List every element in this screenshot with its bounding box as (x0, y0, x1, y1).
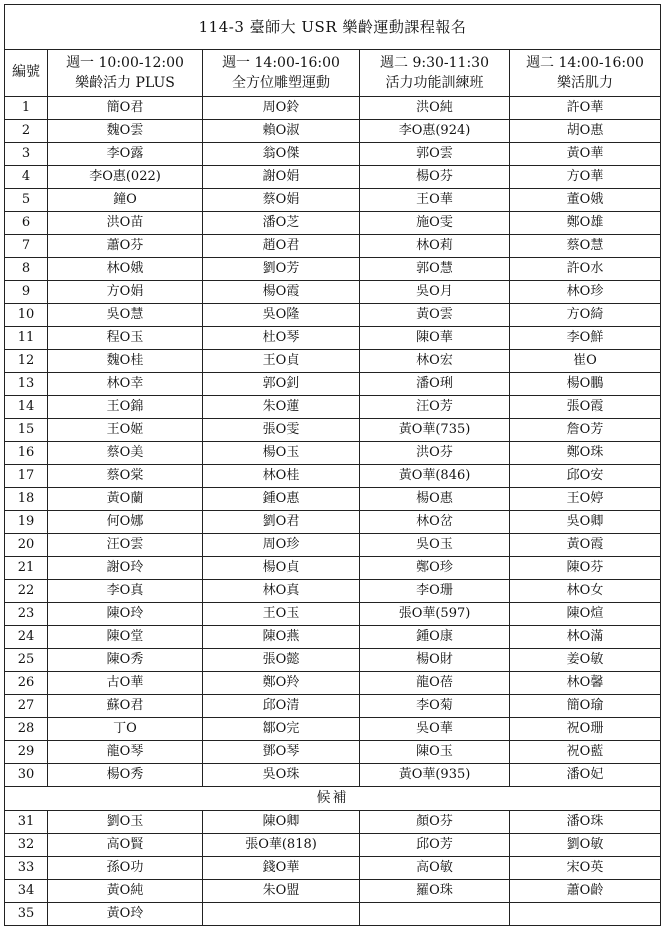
cell-tue-pm: 林O馨 (510, 672, 661, 695)
table-row (5, 97, 661, 120)
cell-tue-am: 陳O華 (360, 327, 510, 350)
table-row (5, 350, 661, 373)
row-number: 34 (5, 880, 48, 903)
cell-mon-am: 古O華 (48, 672, 203, 695)
cell-tue-pm: 陳O煊 (510, 603, 661, 626)
cell-mon-am: 林O幸 (48, 373, 203, 396)
table-row (5, 764, 661, 787)
row-number: 31 (5, 811, 48, 834)
cell-mon-am: 何O娜 (48, 511, 203, 534)
table-row (5, 557, 661, 580)
course-name: 樂齡活力 PLUS (75, 75, 175, 91)
cell-mon-am: 黃O純 (48, 880, 203, 903)
course-header-mon-am (48, 50, 203, 97)
table-row (5, 741, 661, 764)
cell-tue-am: 洪O純 (360, 97, 510, 120)
cell-mon-pm: 吳O珠 (203, 764, 360, 787)
row-number: 25 (5, 649, 48, 672)
cell-tue-pm: 陳O芬 (510, 557, 661, 580)
row-number: 22 (5, 580, 48, 603)
cell-tue-pm: 鄭O珠 (510, 442, 661, 465)
cell-mon-pm: 楊O貞 (203, 557, 360, 580)
cell-tue-am: 林O莉 (360, 235, 510, 258)
course-header-tue-pm (510, 50, 661, 97)
row-number: 12 (5, 350, 48, 373)
cell-tue-am: 羅O珠 (360, 880, 510, 903)
cell-tue-am: 黃O華(935) (360, 764, 510, 787)
cell-mon-pm: 林O真 (203, 580, 360, 603)
cell-mon-pm: 錢O華 (203, 857, 360, 880)
course-header-mon-pm (203, 50, 360, 97)
row-number: 16 (5, 442, 48, 465)
cell-mon-pm: 杜O琴 (203, 327, 360, 350)
cell-tue-am: 黃O雲 (360, 304, 510, 327)
cell-tue-am: 黃O華(846) (360, 465, 510, 488)
cell-tue-pm: 鄭O雄 (510, 212, 661, 235)
cell-tue-am: 李O珊 (360, 580, 510, 603)
cell-tue-am: 吳O月 (360, 281, 510, 304)
table-row (5, 258, 661, 281)
cell-tue-pm: 祝O珊 (510, 718, 661, 741)
row-number: 13 (5, 373, 48, 396)
cell-tue-pm (510, 903, 661, 926)
enrolled-rows (5, 97, 661, 787)
cell-mon-pm: 張O懿 (203, 649, 360, 672)
header-row (5, 50, 661, 97)
cell-mon-am: 汪O雲 (48, 534, 203, 557)
cell-mon-am: 龍O琴 (48, 741, 203, 764)
cell-mon-am: 劉O玉 (48, 811, 203, 834)
cell-mon-pm: 朱O蓮 (203, 396, 360, 419)
row-number: 6 (5, 212, 48, 235)
cell-tue-pm: 蕭O齡 (510, 880, 661, 903)
cell-tue-pm: 黃O霞 (510, 534, 661, 557)
course-time: 週二 14:00-16:00 (526, 55, 644, 71)
row-number: 33 (5, 857, 48, 880)
cell-tue-am: 吳O玉 (360, 534, 510, 557)
cell-tue-am: 李O菊 (360, 695, 510, 718)
cell-mon-am: 陳O玲 (48, 603, 203, 626)
cell-tue-am: 楊O芬 (360, 166, 510, 189)
cell-mon-pm: 鄭O羚 (203, 672, 360, 695)
cell-mon-pm: 張O雯 (203, 419, 360, 442)
row-number: 32 (5, 834, 48, 857)
cell-tue-pm: 許O華 (510, 97, 661, 120)
cell-tue-pm: 林O滿 (510, 626, 661, 649)
row-number: 11 (5, 327, 48, 350)
table-row (5, 580, 661, 603)
row-number: 3 (5, 143, 48, 166)
cell-mon-am: 陳O堂 (48, 626, 203, 649)
cell-tue-am (360, 903, 510, 926)
table-row (5, 373, 661, 396)
cell-mon-am: 魏O桂 (48, 350, 203, 373)
row-number: 2 (5, 120, 48, 143)
cell-mon-am: 簡O君 (48, 97, 203, 120)
cell-tue-pm: 吳O卿 (510, 511, 661, 534)
cell-mon-pm: 郭O釗 (203, 373, 360, 396)
course-name: 樂活肌力 (557, 75, 613, 91)
cell-tue-am: 施O雯 (360, 212, 510, 235)
course-time: 週二 9:30-11:30 (380, 55, 489, 71)
cell-mon-pm (203, 903, 360, 926)
cell-tue-am: 顏O芬 (360, 811, 510, 834)
course-name: 活力功能訓練班 (385, 75, 484, 91)
table-row (5, 235, 661, 258)
table-row (5, 143, 661, 166)
cell-tue-am: 洪O芬 (360, 442, 510, 465)
cell-mon-am: 楊O秀 (48, 764, 203, 787)
table-row (5, 511, 661, 534)
row-number: 15 (5, 419, 48, 442)
cell-mon-pm: 鍾O惠 (203, 488, 360, 511)
number-column-header: 編號 (5, 50, 48, 97)
cell-mon-pm: 賴O淑 (203, 120, 360, 143)
cell-mon-pm: 張O華(818) (203, 834, 360, 857)
cell-tue-pm: 祝O藍 (510, 741, 661, 764)
cell-tue-pm: 董O娥 (510, 189, 661, 212)
table-row (5, 488, 661, 511)
row-number: 29 (5, 741, 48, 764)
cell-tue-pm: 林O女 (510, 580, 661, 603)
cell-tue-pm: 方O綺 (510, 304, 661, 327)
cell-mon-pm: 鄧O琴 (203, 741, 360, 764)
table-row (5, 465, 661, 488)
waitlist-label: 候補 (5, 787, 661, 811)
cell-tue-am: 郭O慧 (360, 258, 510, 281)
cell-tue-am: 鄭O珍 (360, 557, 510, 580)
cell-tue-am: 陳O玉 (360, 741, 510, 764)
cell-mon-pm: 周O珍 (203, 534, 360, 557)
course-header-tue-am (360, 50, 510, 97)
cell-tue-pm: 劉O敏 (510, 834, 661, 857)
row-number: 35 (5, 903, 48, 926)
table-row (5, 442, 661, 465)
cell-tue-am: 黃O華(735) (360, 419, 510, 442)
row-number: 26 (5, 672, 48, 695)
table-row (5, 834, 661, 857)
cell-tue-pm: 詹O芳 (510, 419, 661, 442)
row-number: 18 (5, 488, 48, 511)
row-number: 8 (5, 258, 48, 281)
cell-mon-am: 丁O (48, 718, 203, 741)
registration-table (4, 4, 661, 926)
cell-tue-am: 龍O蓓 (360, 672, 510, 695)
cell-mon-pm: 陳O卿 (203, 811, 360, 834)
cell-tue-pm: 李O鮮 (510, 327, 661, 350)
registration-sheet (4, 4, 660, 926)
cell-mon-pm: 蔡O娟 (203, 189, 360, 212)
cell-mon-am: 李O露 (48, 143, 203, 166)
table-row (5, 327, 661, 350)
row-number: 28 (5, 718, 48, 741)
row-number: 27 (5, 695, 48, 718)
cell-tue-am: 林O岔 (360, 511, 510, 534)
row-number: 19 (5, 511, 48, 534)
cell-tue-am: 李O惠(924) (360, 120, 510, 143)
row-number: 20 (5, 534, 48, 557)
cell-tue-pm: 崔O (510, 350, 661, 373)
cell-mon-pm: 周O鈴 (203, 97, 360, 120)
cell-tue-pm: 楊O鵬 (510, 373, 661, 396)
table-row (5, 603, 661, 626)
table-row (5, 903, 661, 926)
cell-tue-pm: 簡O瑜 (510, 695, 661, 718)
cell-mon-pm: 楊O玉 (203, 442, 360, 465)
cell-tue-pm: 張O霞 (510, 396, 661, 419)
title-row (5, 5, 661, 50)
cell-tue-am: 鍾O康 (360, 626, 510, 649)
cell-mon-pm: 翁O傑 (203, 143, 360, 166)
waitlist-section (5, 787, 661, 811)
cell-mon-am: 鐘O (48, 189, 203, 212)
cell-tue-pm: 潘O妃 (510, 764, 661, 787)
cell-mon-am: 魏O雲 (48, 120, 203, 143)
cell-mon-am: 孫O功 (48, 857, 203, 880)
cell-mon-am: 程O玉 (48, 327, 203, 350)
cell-mon-pm: 陳O燕 (203, 626, 360, 649)
cell-tue-am: 張O華(597) (360, 603, 510, 626)
row-number: 4 (5, 166, 48, 189)
cell-mon-pm: 王O玉 (203, 603, 360, 626)
cell-tue-pm: 姜O敏 (510, 649, 661, 672)
cell-mon-pm: 朱O盟 (203, 880, 360, 903)
cell-mon-am: 吳O慧 (48, 304, 203, 327)
table-row (5, 419, 661, 442)
table-row (5, 304, 661, 327)
table-title: 114-3 臺師大 USR 樂齡運動課程報名 (5, 5, 661, 50)
table-row (5, 857, 661, 880)
cell-tue-pm: 林O珍 (510, 281, 661, 304)
row-number: 23 (5, 603, 48, 626)
cell-tue-pm: 邱O安 (510, 465, 661, 488)
cell-mon-am: 洪O苗 (48, 212, 203, 235)
cell-tue-am: 王O華 (360, 189, 510, 212)
cell-mon-am: 陳O秀 (48, 649, 203, 672)
cell-mon-am: 謝O玲 (48, 557, 203, 580)
cell-tue-am: 潘O琍 (360, 373, 510, 396)
table-row (5, 212, 661, 235)
row-number: 24 (5, 626, 48, 649)
cell-mon-pm: 劉O君 (203, 511, 360, 534)
cell-mon-pm: 謝O娟 (203, 166, 360, 189)
table-row (5, 166, 661, 189)
table-row (5, 534, 661, 557)
cell-tue-pm: 蔡O慧 (510, 235, 661, 258)
row-number: 1 (5, 97, 48, 120)
cell-mon-am: 林O娥 (48, 258, 203, 281)
table-row (5, 718, 661, 741)
cell-mon-pm: 王O貞 (203, 350, 360, 373)
row-number: 10 (5, 304, 48, 327)
cell-tue-am: 吳O華 (360, 718, 510, 741)
cell-mon-am: 王O錦 (48, 396, 203, 419)
cell-tue-pm: 方O華 (510, 166, 661, 189)
cell-tue-pm: 王O婷 (510, 488, 661, 511)
cell-mon-am: 蔡O棠 (48, 465, 203, 488)
table-row (5, 880, 661, 903)
cell-mon-am: 王O姬 (48, 419, 203, 442)
table-row (5, 281, 661, 304)
table-row (5, 649, 661, 672)
course-time: 週一 14:00-16:00 (222, 55, 340, 71)
cell-tue-pm: 黃O華 (510, 143, 661, 166)
cell-mon-pm: 潘O芝 (203, 212, 360, 235)
cell-mon-pm: 林O桂 (203, 465, 360, 488)
row-number: 7 (5, 235, 48, 258)
cell-mon-pm: 吳O隆 (203, 304, 360, 327)
cell-mon-am: 蔡O美 (48, 442, 203, 465)
cell-tue-pm: 胡O惠 (510, 120, 661, 143)
row-number: 9 (5, 281, 48, 304)
course-time: 週一 10:00-12:00 (66, 55, 184, 71)
cell-mon-pm: 邱O清 (203, 695, 360, 718)
cell-tue-am: 楊O財 (360, 649, 510, 672)
cell-tue-am: 邱O芳 (360, 834, 510, 857)
cell-tue-pm: 潘O珠 (510, 811, 661, 834)
cell-tue-am: 郭O雲 (360, 143, 510, 166)
row-number: 21 (5, 557, 48, 580)
cell-mon-pm: 鄒O完 (203, 718, 360, 741)
cell-mon-pm: 劉O芳 (203, 258, 360, 281)
cell-mon-am: 方O娟 (48, 281, 203, 304)
cell-tue-am: 楊O惠 (360, 488, 510, 511)
table-row (5, 672, 661, 695)
waitlist-label-row (5, 787, 661, 811)
course-name: 全方位雕塑運動 (232, 75, 330, 91)
table-row (5, 120, 661, 143)
waitlist-rows (5, 811, 661, 926)
cell-mon-am: 黃O玲 (48, 903, 203, 926)
table-row (5, 695, 661, 718)
row-number: 5 (5, 189, 48, 212)
table-row (5, 189, 661, 212)
cell-mon-pm: 楊O霞 (203, 281, 360, 304)
row-number: 17 (5, 465, 48, 488)
cell-mon-am: 蕭O芬 (48, 235, 203, 258)
table-row (5, 396, 661, 419)
row-number: 30 (5, 764, 48, 787)
cell-mon-am: 高O賢 (48, 834, 203, 857)
cell-tue-pm: 許O水 (510, 258, 661, 281)
cell-tue-pm: 宋O英 (510, 857, 661, 880)
cell-tue-am: 汪O芳 (360, 396, 510, 419)
cell-mon-am: 李O真 (48, 580, 203, 603)
cell-mon-am: 黃O蘭 (48, 488, 203, 511)
cell-mon-am: 李O惠(022) (48, 166, 203, 189)
cell-mon-am: 蘇O君 (48, 695, 203, 718)
cell-tue-am: 林O宏 (360, 350, 510, 373)
cell-mon-pm: 趙O君 (203, 235, 360, 258)
row-number: 14 (5, 396, 48, 419)
cell-tue-am: 高O敏 (360, 857, 510, 880)
table-row (5, 811, 661, 834)
table-row (5, 626, 661, 649)
